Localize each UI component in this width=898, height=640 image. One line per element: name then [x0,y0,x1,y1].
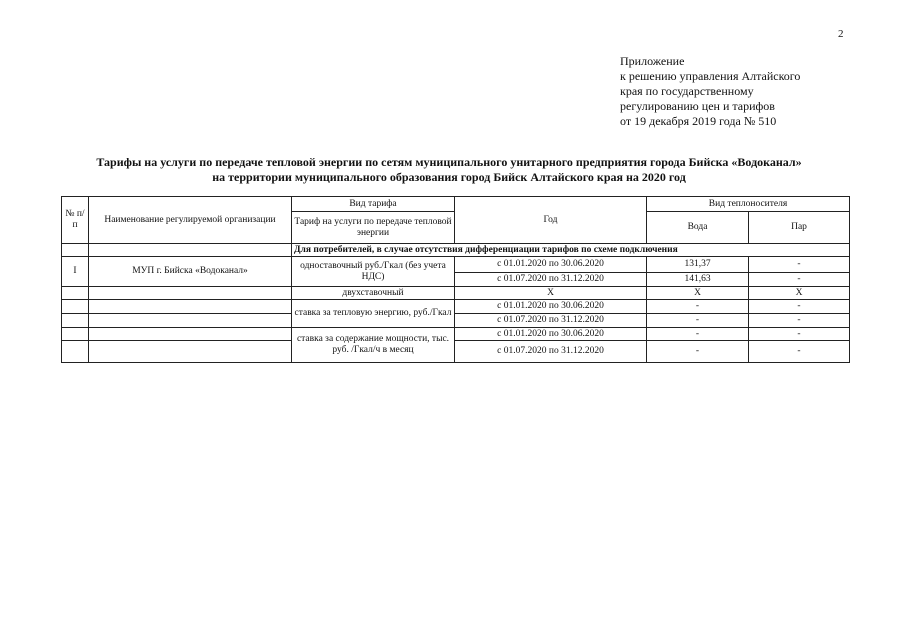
header-row [62,197,850,212]
water-cell: 141,63 [647,273,749,287]
water-cell: - [647,314,749,328]
period-cell: с 01.07.2020 по 31.12.2020 [455,341,647,363]
water-cell: - [647,341,749,363]
document-title [40,155,858,185]
tariff-type-cell: ставка за содержание мощности, тыс. руб. /Гкал/ч в месяц [292,328,455,363]
page-number: 2 [838,28,844,40]
tariffs-table [61,196,850,363]
org-number: I [62,257,89,287]
appendix-line: края по государственному [620,84,754,98]
period-cell: с 01.01.2020 по 30.06.2020 [455,300,647,314]
period-cell: с 01.07.2020 по 31.12.2020 [455,273,647,287]
water-cell: - [647,328,749,341]
header-tariff-type: Вид тарифа [292,197,455,212]
header-num: № п/п [62,197,89,244]
title-line-1: Тарифы на услуги по передаче тепловой энергии по сетям муниципального унитарного предприятия города Бийска «Водоканал» [96,155,802,169]
water-cell: - [647,300,749,314]
period-cell: с 01.01.2020 по 30.06.2020 [455,328,647,341]
steam-cell: Х [749,287,850,300]
table-row [62,341,850,363]
appendix-line: от 19 декабря 2019 года № 510 [620,114,777,128]
org-name: МУП г. Бийска «Водоканал» [89,257,292,287]
header-year: Год [455,197,647,244]
tariff-type-cell: двухставочный [292,287,455,300]
table-row [62,287,850,300]
header-tariff-desc: Тариф на услуги по передаче тепловой энергии [292,212,455,244]
appendix-block [620,54,800,129]
header-carrier: Вид теплоносителя [647,197,850,212]
subheader-text: Для потребителей, в случае отсутствия дифференциации тарифов по схеме подключения [292,244,850,257]
appendix-line: к решению управления Алтайского [620,69,801,83]
table-row [62,314,850,328]
period-cell: с 01.07.2020 по 31.12.2020 [455,314,647,328]
subheader-row [62,244,850,257]
table-row [62,328,850,341]
tariff-type-cell: одноставочный руб./Гкал (без учета НДС) [292,257,455,287]
header-org: Наименование регулируемой организации [89,197,292,244]
water-cell: 131,37 [647,257,749,273]
appendix-line: регулированию цен и тарифов [620,99,775,113]
table-row [62,300,850,314]
title-line-2: на территории муниципального образования город Бийск Алтайского края на 2020 год [212,170,686,184]
steam-cell: - [749,328,850,341]
header-water: Вода [647,212,749,244]
steam-cell: - [749,314,850,328]
steam-cell: - [749,300,850,314]
period-cell: Х [455,287,647,300]
tariff-type-cell: ставка за тепловую энергию, руб./Гкал [292,300,455,328]
steam-cell: - [749,341,850,363]
steam-cell: - [749,273,850,287]
water-cell: Х [647,287,749,300]
table-row [62,257,850,273]
appendix-line: Приложение [620,54,685,68]
period-cell: с 01.01.2020 по 30.06.2020 [455,257,647,273]
header-steam: Пар [749,212,850,244]
steam-cell: - [749,257,850,273]
